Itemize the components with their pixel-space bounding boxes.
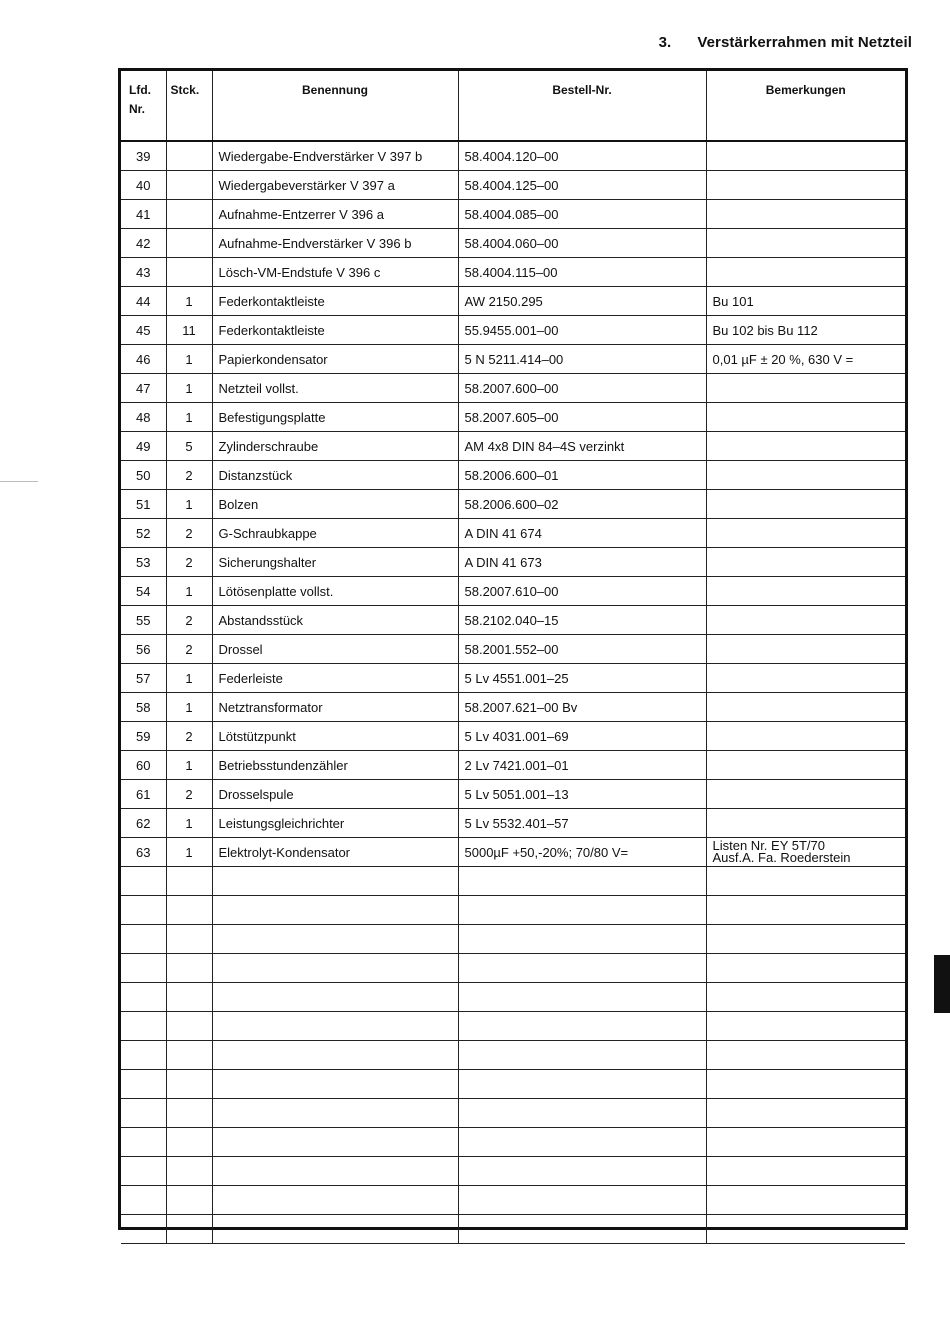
table-row bbox=[121, 461, 905, 490]
empty-cell bbox=[212, 1041, 458, 1070]
cell-name: Bolzen bbox=[212, 490, 458, 519]
table-row bbox=[121, 635, 905, 664]
cell-remark: Bu 102 bis Bu 112 bbox=[706, 316, 905, 345]
empty-cell bbox=[212, 1128, 458, 1157]
table-row bbox=[121, 432, 905, 461]
cell-order: 58.4004.085–00 bbox=[458, 200, 706, 229]
cell-qty: 1 bbox=[166, 345, 212, 374]
cell-nr: 49 bbox=[121, 432, 166, 461]
cell-qty: 1 bbox=[166, 287, 212, 316]
cell-nr: 60 bbox=[121, 751, 166, 780]
cell-name: Betriebsstundenzähler bbox=[212, 751, 458, 780]
empty-row bbox=[121, 925, 905, 954]
empty-cell bbox=[458, 1099, 706, 1128]
cell-nr: 62 bbox=[121, 809, 166, 838]
cell-remark bbox=[706, 432, 905, 461]
empty-row bbox=[121, 1128, 905, 1157]
cell-name: Netzteil vollst. bbox=[212, 374, 458, 403]
cell-remark bbox=[706, 141, 905, 171]
empty-cell bbox=[166, 1186, 212, 1215]
cell-order: 5 Lv 4031.001–69 bbox=[458, 722, 706, 751]
cell-remark bbox=[706, 664, 905, 693]
cell-nr: 63 bbox=[121, 838, 166, 867]
empty-cell bbox=[706, 925, 905, 954]
cell-name: Federkontaktleiste bbox=[212, 287, 458, 316]
cell-order: A DIN 41 674 bbox=[458, 519, 706, 548]
empty-cell bbox=[166, 867, 212, 896]
cell-name: Leistungsgleichrichter bbox=[212, 809, 458, 838]
cell-nr: 61 bbox=[121, 780, 166, 809]
page-edge-tab bbox=[934, 955, 950, 1013]
section-title: Verstärkerrahmen mit Netzteil bbox=[697, 34, 912, 51]
cell-qty: 1 bbox=[166, 577, 212, 606]
cell-order: A DIN 41 673 bbox=[458, 548, 706, 577]
empty-cell bbox=[706, 954, 905, 983]
table-row bbox=[121, 577, 905, 606]
table-header-row bbox=[121, 71, 905, 141]
cell-remark bbox=[706, 751, 905, 780]
cell-nr: 59 bbox=[121, 722, 166, 751]
table-row bbox=[121, 200, 905, 229]
cell-qty bbox=[166, 229, 212, 258]
cell-qty: 5 bbox=[166, 432, 212, 461]
cell-qty: 1 bbox=[166, 664, 212, 693]
cell-name: Lötstützpunkt bbox=[212, 722, 458, 751]
empty-cell bbox=[458, 1186, 706, 1215]
cell-remark bbox=[706, 606, 905, 635]
cell-qty: 1 bbox=[166, 374, 212, 403]
empty-cell bbox=[121, 867, 166, 896]
table-row bbox=[121, 664, 905, 693]
header-qty: Stck. bbox=[166, 71, 212, 141]
empty-cell bbox=[166, 954, 212, 983]
section-number: 3. bbox=[658, 34, 672, 51]
empty-cell bbox=[458, 983, 706, 1012]
cell-order: 58.2007.610–00 bbox=[458, 577, 706, 606]
cell-name: G-Schraubkappe bbox=[212, 519, 458, 548]
cell-remark bbox=[706, 200, 905, 229]
cell-name: Aufnahme-Endverstärker V 396 b bbox=[212, 229, 458, 258]
empty-cell bbox=[121, 983, 166, 1012]
empty-row bbox=[121, 1012, 905, 1041]
empty-row bbox=[121, 1041, 905, 1070]
cell-order: 5 Lv 4551.001–25 bbox=[458, 664, 706, 693]
cell-order: 5 N 5211.414–00 bbox=[458, 345, 706, 374]
cell-qty bbox=[166, 141, 212, 171]
table-row bbox=[121, 258, 905, 287]
cell-nr: 41 bbox=[121, 200, 166, 229]
cell-order: 58.2007.600–00 bbox=[458, 374, 706, 403]
table-row bbox=[121, 229, 905, 258]
cell-nr: 50 bbox=[121, 461, 166, 490]
cell-remark: Bu 101 bbox=[706, 287, 905, 316]
empty-cell bbox=[212, 983, 458, 1012]
cell-name: Wiedergabe-Endverstärker V 397 b bbox=[212, 141, 458, 171]
cell-remark bbox=[706, 490, 905, 519]
cell-nr: 43 bbox=[121, 258, 166, 287]
cell-order: 58.2001.552–00 bbox=[458, 635, 706, 664]
cell-order: 58.4004.125–00 bbox=[458, 171, 706, 200]
cell-order: 58.2007.621–00 Bv bbox=[458, 693, 706, 722]
empty-cell bbox=[166, 983, 212, 1012]
cell-name: Sicherungshalter bbox=[212, 548, 458, 577]
table-row bbox=[121, 403, 905, 432]
empty-row bbox=[121, 1215, 905, 1244]
table-row bbox=[121, 287, 905, 316]
empty-cell bbox=[458, 1012, 706, 1041]
cell-nr: 58 bbox=[121, 693, 166, 722]
empty-cell bbox=[121, 1041, 166, 1070]
table-row bbox=[121, 722, 905, 751]
empty-cell bbox=[166, 1099, 212, 1128]
empty-cell bbox=[166, 1215, 212, 1244]
cell-remark bbox=[706, 548, 905, 577]
empty-cell bbox=[706, 983, 905, 1012]
table-row bbox=[121, 345, 905, 374]
page-heading bbox=[659, 34, 912, 51]
empty-cell bbox=[212, 1070, 458, 1099]
cell-name: Elektrolyt-Kondensator bbox=[212, 838, 458, 867]
empty-cell bbox=[121, 925, 166, 954]
empty-cell bbox=[121, 896, 166, 925]
cell-name: Distanzstück bbox=[212, 461, 458, 490]
cell-nr: 53 bbox=[121, 548, 166, 577]
cell-remark bbox=[706, 577, 905, 606]
cell-remark bbox=[706, 519, 905, 548]
empty-row bbox=[121, 1070, 905, 1099]
empty-cell bbox=[458, 1157, 706, 1186]
empty-cell bbox=[706, 1012, 905, 1041]
empty-row bbox=[121, 983, 905, 1012]
cell-qty bbox=[166, 200, 212, 229]
empty-cell bbox=[212, 867, 458, 896]
cell-nr: 56 bbox=[121, 635, 166, 664]
cell-remark bbox=[706, 171, 905, 200]
table-row bbox=[121, 171, 905, 200]
table-row bbox=[121, 141, 905, 171]
empty-row bbox=[121, 896, 905, 925]
cell-remark bbox=[706, 374, 905, 403]
cell-nr: 45 bbox=[121, 316, 166, 345]
cell-remark: 0,01 µF ± 20 %, 630 V = bbox=[706, 345, 905, 374]
cell-qty: 2 bbox=[166, 635, 212, 664]
cell-nr: 39 bbox=[121, 141, 166, 171]
empty-row bbox=[121, 1157, 905, 1186]
empty-cell bbox=[166, 1041, 212, 1070]
cell-nr: 48 bbox=[121, 403, 166, 432]
cell-nr: 46 bbox=[121, 345, 166, 374]
cell-order: 58.4004.120–00 bbox=[458, 141, 706, 171]
cell-name: Lösch-VM-Endstufe V 396 c bbox=[212, 258, 458, 287]
table-row bbox=[121, 838, 905, 867]
cell-nr: 54 bbox=[121, 577, 166, 606]
cell-qty: 1 bbox=[166, 809, 212, 838]
cell-remark bbox=[706, 635, 905, 664]
cell-qty bbox=[166, 171, 212, 200]
cell-order: 58.2007.605–00 bbox=[458, 403, 706, 432]
cell-nr: 42 bbox=[121, 229, 166, 258]
cell-qty bbox=[166, 258, 212, 287]
empty-cell bbox=[212, 954, 458, 983]
empty-cell bbox=[212, 1186, 458, 1215]
cell-qty: 2 bbox=[166, 780, 212, 809]
empty-cell bbox=[212, 1099, 458, 1128]
empty-cell bbox=[166, 925, 212, 954]
empty-cell bbox=[121, 954, 166, 983]
table-row bbox=[121, 374, 905, 403]
empty-cell bbox=[212, 1012, 458, 1041]
table-row bbox=[121, 490, 905, 519]
empty-cell bbox=[458, 1128, 706, 1157]
cell-order: 58.2006.600–01 bbox=[458, 461, 706, 490]
empty-cell bbox=[706, 1070, 905, 1099]
empty-cell bbox=[458, 954, 706, 983]
cell-name: Befestigungsplatte bbox=[212, 403, 458, 432]
cell-order: 58.2102.040–15 bbox=[458, 606, 706, 635]
empty-cell bbox=[458, 1215, 706, 1244]
cell-qty: 2 bbox=[166, 606, 212, 635]
empty-cell bbox=[121, 1070, 166, 1099]
cell-qty: 2 bbox=[166, 519, 212, 548]
empty-cell bbox=[458, 867, 706, 896]
cell-name: Federleiste bbox=[212, 664, 458, 693]
empty-cell bbox=[706, 1186, 905, 1215]
header-nr: Lfd. Nr. bbox=[121, 71, 166, 141]
table-row bbox=[121, 751, 905, 780]
cell-order: 58.4004.060–00 bbox=[458, 229, 706, 258]
table-row bbox=[121, 606, 905, 635]
empty-cell bbox=[121, 1157, 166, 1186]
empty-cell bbox=[166, 1157, 212, 1186]
cell-name: Papierkondensator bbox=[212, 345, 458, 374]
cell-name: Drosselspule bbox=[212, 780, 458, 809]
cell-qty: 1 bbox=[166, 751, 212, 780]
table-row bbox=[121, 693, 905, 722]
empty-cell bbox=[706, 1099, 905, 1128]
empty-cell bbox=[212, 1215, 458, 1244]
empty-row bbox=[121, 867, 905, 896]
cell-remark bbox=[706, 780, 905, 809]
cell-qty: 1 bbox=[166, 490, 212, 519]
cell-order: 5000µF +50,-20%; 70/80 V= bbox=[458, 838, 706, 867]
table-row bbox=[121, 809, 905, 838]
cell-remark bbox=[706, 258, 905, 287]
cell-nr: 51 bbox=[121, 490, 166, 519]
table-row bbox=[121, 316, 905, 345]
cell-remark bbox=[706, 838, 905, 867]
cell-order: AW 2150.295 bbox=[458, 287, 706, 316]
cell-qty: 1 bbox=[166, 693, 212, 722]
empty-cell bbox=[458, 896, 706, 925]
cell-order: 58.4004.115–00 bbox=[458, 258, 706, 287]
empty-cell bbox=[121, 1012, 166, 1041]
empty-row bbox=[121, 954, 905, 983]
empty-cell bbox=[706, 1041, 905, 1070]
cell-name: Drossel bbox=[212, 635, 458, 664]
empty-cell bbox=[166, 1012, 212, 1041]
cell-nr: 52 bbox=[121, 519, 166, 548]
cell-name: Lötösenplatte vollst. bbox=[212, 577, 458, 606]
cell-qty: 2 bbox=[166, 461, 212, 490]
cell-name: Abstandsstück bbox=[212, 606, 458, 635]
cell-qty: 2 bbox=[166, 548, 212, 577]
header-remarks: Bemerkungen bbox=[706, 71, 905, 141]
cell-remark bbox=[706, 229, 905, 258]
cell-qty: 1 bbox=[166, 403, 212, 432]
cell-remark-line: Listen Nr. EY 5T/70 bbox=[712, 838, 825, 853]
parts-table-frame bbox=[118, 68, 908, 1230]
empty-cell bbox=[121, 1128, 166, 1157]
cell-remark bbox=[706, 722, 905, 751]
empty-cell bbox=[212, 1157, 458, 1186]
empty-cell bbox=[212, 925, 458, 954]
table-row bbox=[121, 548, 905, 577]
cell-order: AM 4x8 DIN 84–4S verzinkt bbox=[458, 432, 706, 461]
cell-name: Federkontaktleiste bbox=[212, 316, 458, 345]
empty-cell bbox=[706, 1215, 905, 1244]
cell-nr: 55 bbox=[121, 606, 166, 635]
cell-remark bbox=[706, 461, 905, 490]
table-row bbox=[121, 519, 905, 548]
table-row bbox=[121, 780, 905, 809]
cell-qty: 2 bbox=[166, 722, 212, 751]
empty-cell bbox=[166, 1128, 212, 1157]
cell-name: Wiedergabeverstärker V 397 a bbox=[212, 171, 458, 200]
margin-mark bbox=[0, 481, 38, 482]
parts-table bbox=[121, 71, 905, 1244]
empty-cell bbox=[706, 867, 905, 896]
cell-remark bbox=[706, 403, 905, 432]
cell-name: Netztransformator bbox=[212, 693, 458, 722]
cell-remark bbox=[706, 809, 905, 838]
empty-row bbox=[121, 1099, 905, 1128]
cell-order: 58.2006.600–02 bbox=[458, 490, 706, 519]
empty-cell bbox=[121, 1186, 166, 1215]
cell-remark-line: Ausf.A. Fa. Roederstein bbox=[712, 850, 851, 865]
empty-cell bbox=[458, 925, 706, 954]
cell-name: Aufnahme-Entzerrer V 396 a bbox=[212, 200, 458, 229]
empty-cell bbox=[458, 1041, 706, 1070]
cell-nr: 57 bbox=[121, 664, 166, 693]
empty-cell bbox=[706, 1128, 905, 1157]
empty-cell bbox=[166, 896, 212, 925]
cell-order: 5 Lv 5532.401–57 bbox=[458, 809, 706, 838]
cell-order: 55.9455.001–00 bbox=[458, 316, 706, 345]
cell-order: 5 Lv 5051.001–13 bbox=[458, 780, 706, 809]
cell-nr: 40 bbox=[121, 171, 166, 200]
empty-cell bbox=[166, 1070, 212, 1099]
cell-qty: 11 bbox=[166, 316, 212, 345]
header-name: Benennung bbox=[212, 71, 458, 141]
empty-row bbox=[121, 1186, 905, 1215]
cell-remark bbox=[706, 693, 905, 722]
cell-order: 2 Lv 7421.001–01 bbox=[458, 751, 706, 780]
empty-cell bbox=[706, 1157, 905, 1186]
header-order-no: Bestell-Nr. bbox=[458, 71, 706, 141]
parts-table-body bbox=[121, 141, 905, 1244]
cell-name: Zylinderschraube bbox=[212, 432, 458, 461]
cell-nr: 44 bbox=[121, 287, 166, 316]
cell-qty: 1 bbox=[166, 838, 212, 867]
empty-cell bbox=[212, 896, 458, 925]
empty-cell bbox=[121, 1215, 166, 1244]
empty-cell bbox=[458, 1070, 706, 1099]
empty-cell bbox=[121, 1099, 166, 1128]
cell-nr: 47 bbox=[121, 374, 166, 403]
empty-cell bbox=[706, 896, 905, 925]
